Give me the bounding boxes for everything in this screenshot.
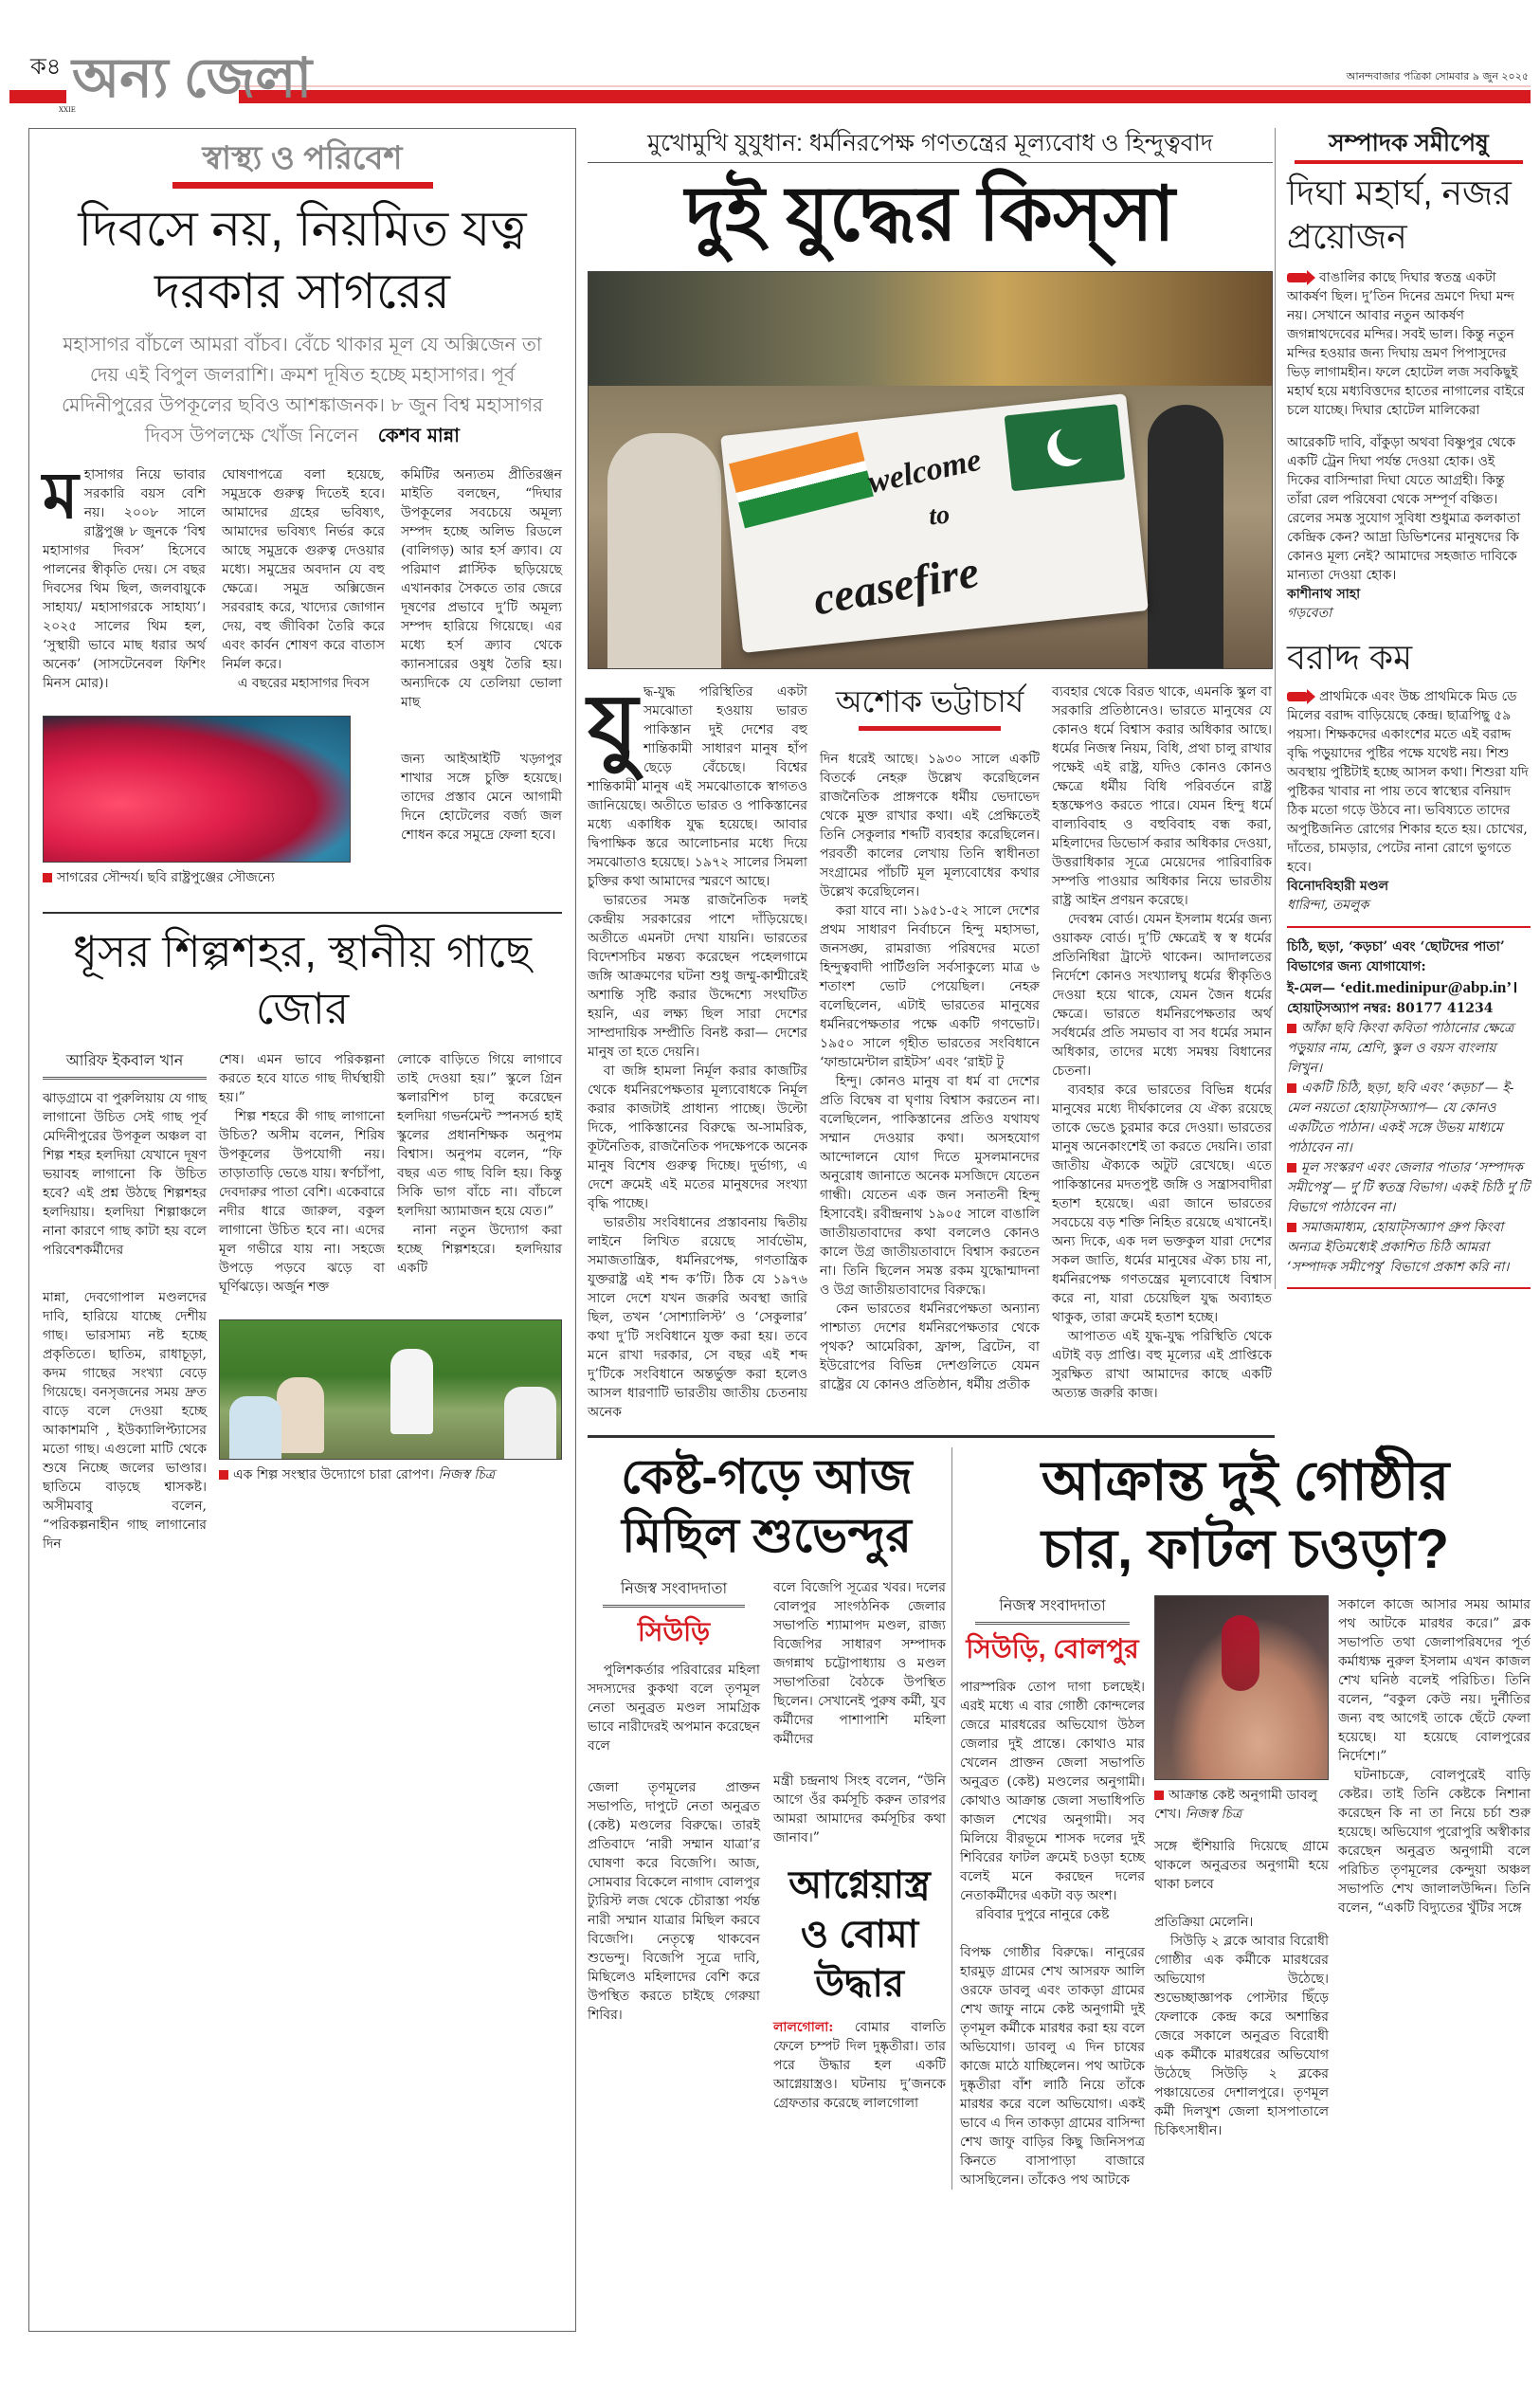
arrow-icon — [1287, 273, 1308, 282]
brief-dateline: লালগোলা: — [773, 2020, 834, 2035]
letter-title: বরাদ্দ কম — [1287, 638, 1413, 677]
paragraph: ব্যবহার থেকে বিরত থাকে, এমনকি স্কুল বা সরকারি প্রতিষ্ঠানেও। ভারতে মানুষের যে কোনও ধর্মে বিশ্বাস করার অধিকার আছে। ধর্মের নিজস্ব নিয়ম, বিধি, প্রথা চালু রাখার পক্ষেই এই রাষ্ট্র, যদিও কোনও কোনও ক্ষেত্রে ধর্মীয় বিধি পরিবর্তনে রাষ্ট্র হস্তক্ষেপও করতে পারে। যেমন হিন্দু ধর্মে বাল্যবিবাহ ও বহুবিবাহ বন্ধ করা, মহিলাদের ডিভোর্স করার অধিকার দেওয়া, উত্তরাধিকার সূত্রে মেয়েদের পারিবারিক সম্পত্তি পাওয়ার অধিকার নিয়ে ভারতীয় রাষ্ট্র আইন প্রণয়ন করেছে। — [1052, 684, 1272, 908]
wars-body — [588, 674, 1273, 1422]
email-label: ই-মেল— — [1287, 981, 1335, 996]
paragraph: হাসাগর নিয়ে ভাবার সরকারি বয়স বেশি নয়। ২০০৮ সালে রাষ্ট্রপুঞ্জ ৮ জুনকে ‘বিশ্ব মহাসাগর দিবস’ হিসেবে পালনের স্বীকৃতি দেয়। সে বছর দিবসের থিম ছিল, জলবায়ুকে সাহায্য/ মহাসাগরকে সাহায্য’। ২০২৫ সালের থিম হল, ‘সুস্থায়ী ভাবে মাছ ধরার অর্থ অনেক’ (সাসটেনেবল ফিশিং মিনস মোর)। — [43, 467, 206, 691]
rule-text: একটি চিঠি, ছড়া, ছবি এবং ‘কড়চা’— ই-মেল নয়তো হোয়াট্‌সঅ্যাপ— যে কোনও একটিতে পাঠান। একই সঙ্গে উভয় মাধ্যমে পাঠাবেন না। — [1287, 1081, 1514, 1155]
paragraph: ভারতীয় সংবিধানের প্রস্তাবনায় দ্বিতীয় লাইনে লিখিত রয়েছে সার্বভৌম, সমাজতান্ত্রিক, ধর্মনিরপেক্ষ, গণতান্ত্রিক যুক্তরাষ্ট্র এই শব্দ ক’টি। ঠিক যে ১৯৭৬ সালে দেশে যখন জরুরি অবস্থা জারি ছিল, তখন ‘সোশ্যালিস্ট’ ও ‘সেকুলার’ কথা দু’টি সংবিধানে যুক্ত করা হয়। তবে মনে রাখা দরকার, সে বছর এই শব্দ দু’টিকে সংবিধানে অন্তর্ভুক্ত করা হলেও আসল ধারণাটি ভারতীয় জাতীয় চেতনায় অনেক — [588, 1215, 807, 1420]
column-3 — [1338, 1595, 1531, 1918]
paragraph: সঙ্গে হুঁশিয়ারি দিয়েছে গ্রামে থাকলে অনুব্রতর অনুগামী হয়ে থাকা চলবে — [1154, 1839, 1330, 1892]
byline: আরিফ ইকবাল খান — [43, 1050, 207, 1080]
kicker-underline — [1295, 160, 1523, 164]
headline-line-2: দরকার সাগরের — [154, 264, 451, 319]
ocean-body — [43, 458, 562, 887]
wars-article — [588, 128, 1275, 1422]
kicker-underline — [172, 182, 433, 189]
paragraph-text: বাঙালির কাছে দিঘার স্বতন্ত্র একটা আকর্ষণ ছিল। দু’তিন দিনের ভ্রমণে দিঘা মন্দ নয়। সেখানে আবার নতুন আকর্ষণ জগন্নাথদেবের মন্দির। সবই ভাল। কিন্তু নতুন মন্দির হওয়ার জন্য দিঘায় ভ্রমণ পিপাসুদের ভিড় লাগামহীন। ফলে হোটেল লজ সবকিছুই মহার্ঘ হয়ে মধ্যবিত্তদের হাতের নাগালের বাইরে চলে যাচ্ছে। দিঘার হোটেল মালিকেরা — [1287, 270, 1525, 418]
header-rule-left — [9, 90, 66, 103]
letter-place: গড়বেতা — [1287, 606, 1332, 621]
column-3 — [397, 1050, 562, 1278]
paragraph: রবিবার দুপুরে নানুরে কেষ্ট — [975, 1907, 1110, 1922]
paragraph: ব্যবহার করে ভারতের বিভিন্ন ধর্মের মানুষের মধ্যে দীর্ঘকালের যে ঐক্য রয়েছে তাকে ভেঙে চুরমার করে দেওয়া। ভারতের মানুষ অনেকাংশেই তা করতে দেয়নি। তারা জাতীয় ঐক্যকে অটুট রেখেছে। এতে পাকিস্তানের মদতপুষ্ট জঙ্গি ও সন্ত্রাসবাদীরা হতাশ হয়েছে। এরা জানে ভারতের সবচেয়ে বড় শক্তি নিহিত রয়েছে এখানেই। অন্য দিকে, এক দল ভক্তকুল যারা দেশের সকল জাতি, ধর্মের মানুষের ঐক্য চায় না, ধর্মনিরপেক্ষ গণতন্ত্রের মূল্যবোধে বিশ্বাস করে না, যারা চেয়েছিল যুদ্ধ অব্যাহত থাকুক, তারা ক্রমেই হতাশ হচ্ছে। — [1052, 1082, 1272, 1325]
rule-item — [1287, 1079, 1531, 1158]
article-divider — [43, 912, 562, 914]
contact-whatsapp: হোয়াট্‌সঅ্যাপ নম্বর: 80177 41234 — [1287, 1001, 1494, 1016]
paragraph: বলে বিজেপি সূত্রের খবর। দলের বোলপুর সাংগঠনিক জেলার সভাপতি শ্যামাপদ মণ্ডল, রাজ্য বিজেপির সাধারণ সম্পাদক জগন্নাথ চট্টোপাধ্যায় ও মণ্ডল সভাপতিরা বৈঠকে উপস্থিত ছিলেন। সেখানেই পুরুষ কর্মী, যুব কর্মীদের পাশাপাশি মহিলা কর্মীদের — [773, 1580, 946, 1747]
paragraph: মান্না, দেবগোপাল মণ্ডলদের দাবি, হারিয়ে যাচ্ছে দেশীয় গাছ। ভারসাম্য নষ্ট হচ্ছে প্রকৃতিতে। ছাতিম, রাধাচূড়া, কদম গাছের সংখ্যা বেড়ে গিয়েছে। বনসৃজনের সময় দ্রুত বাড়ে বলে দেওয়া হচ্ছে আকাশমণি , ইউক্যালিপ্ট্যাসের মতো গাছ। এগুলো মাটি থেকে শুষে নিচ্ছে জলের ভাণ্ডার। ছাতিমে বাড়ছে শ্বাসকষ্ট। অসীমবাবু বলেন, “পরিকল্পনাহীন গাছ লাগানোর দিন — [43, 1290, 207, 1552]
column-3-end — [401, 750, 562, 845]
headline-line-1: আক্রান্ত দুই গোষ্ঠীর — [1041, 1450, 1450, 1512]
author-underline — [859, 726, 1001, 731]
letter-signature: কাশীনাথ সাহা — [1287, 587, 1361, 602]
section-rule — [588, 1435, 1275, 1438]
drop-cap: ম — [43, 458, 79, 534]
letters-column — [1275, 128, 1531, 1289]
trees-article — [43, 923, 562, 1554]
letter-body — [1287, 268, 1531, 623]
page-header — [0, 0, 1540, 123]
paragraph: লোকে বাড়িতে গিয়ে লাগাবে তাই দেওয়া হয়।” স্কুলে গ্রিন স্কলারশিপ চালু করেছেন হলদিয়া গভর্নমেন্ট স্পনসর্ড হাই স্কুলের প্রধানশিক্ষক অনুপম বিশ্বাস। অনুপম বলেন, “ফি বছর এত গাছ বিলি হয়। কিন্তু সিকি ভাগ বাঁচে না। বাঁচলে হলদিয়া অ্যামাজন হয়ে যেত।” — [397, 1052, 562, 1219]
author: কেশব মান্না — [377, 424, 460, 446]
paragraph-text: প্রাথমিকে এবং উচ্চ প্রাথমিকে মিড ডে মিলের বরাদ্দ বাড়িয়েছে কেন্দ্র। ছাত্রপিছু ৫৯ পয়সা। শিক্ষকদের একাংশের মতে এই বরাদ্দ বৃদ্ধি পড়ুয়াদের পুষ্টির পক্ষে যথেষ্ট নয়। শিশু অবস্থায় পুষ্টিটাই হচ্ছে আসল কথা। শিশুরা যদি পুষ্টিকর খাবার না পায় তবে স্বাস্থ্যের বনিয়াদ ঠিক মতো গড়ে উঠবে না। ভবিষ্যতে তাদের অপুষ্টিজনিত রোগের শিকার হতে হয়। চোখের, দাঁতের, চামড়ার, পেটের নানা রোগে ভুগতে হবে। — [1287, 689, 1529, 875]
banner-text-to: to — [927, 500, 951, 532]
paragraph: সিউড়ি ২ ব্লকে আবার বিরোধী গোষ্ঠীর এক কর্মীকে মারধরের অভিযোগ উঠেছে। শুভেচ্ছাজ্ঞাপক পোস্টার ছিঁড়ে ফেলাকে কেন্দ্র করে অশান্তির জেরে সকালে অনুব্রত বিরোধী এক কর্মীকে মারধরের অভিযোগ উঠেছে সিউড়ি ২ ব্লকের পঞ্চায়েতের দেশালপুরে। তৃণমূল কর্মী দিলখুশ জেলা হাসপাতালে চিকিৎসাধীন। — [1154, 1934, 1330, 2138]
rule-text: আঁকা ছবি কিংবা কবিতা পাঠানোর ক্ষেত্রে পড়ুয়ার নাম, শ্রেণি, স্কুল ও বয়স বাংলায় লিখুন। — [1287, 1021, 1514, 1076]
paragraph: আপাতত এই যুদ্ধ-যুদ্ধ পরিস্থিতি থেকে এটাই বড় প্রাপ্তি। বহু মূল্যের এই প্রাপ্তিকে সুরক্ষিত রাখা আমাদের কাছে একটি অত্যন্ত জরুরি কাজ। — [1052, 1329, 1272, 1401]
byline: নিজস্ব সংবাদদাতা — [603, 1578, 745, 1608]
section-kicker: স্বাস্থ্য ও পরিবেশ — [202, 140, 403, 176]
paragraph: ঘটনাচক্রে, বোলপুরেই বাড়ি কেষ্টর। তাই তিনি কেষ্টকে নিশানা করেছেন কি না তা নিয়ে চর্চা শুরু হয়েছে। অভিযোগ পুরোপুরি অস্বীকার করেছেন অনুব্রত অনুগামী বলে পরিচিত তৃণমূলের কেন্দুয়া অঞ্চল সভাপতি শেখ জালালউদ্দিন। তিনি বলেন, “একটি বিদ্যুতের খুঁটির সঙ্গে — [1338, 1768, 1531, 1916]
headline: দুই যুদ্ধের কিস্‌সা — [685, 172, 1175, 256]
deck-text: মহাসাগর বাঁচলে আমরা বাঁচব। বেঁচে থাকার মূল যে অক্সিজেন তা দেয় এই বিপুল জলরাশি। ক্রমশ দূষিত হচ্ছে মহাসাগর। পূর্ব মেদিনীপুরের উপকূলের ছবিও আশঙ্কাজনক। ৮ জুন বিশ্ব মহাসাগর দিবস উপলক্ষে খোঁজ নিলেন — [61, 333, 544, 446]
paragraph: সকালে কাজে আসার সময় আমার পথ আটকে মারধর করে।” ব্লক সভাপতি তথা জেলাপরিষদের পূর্ত কর্মাধ্যক্ষ নুরুল ইসলাম এখন কাজল শেখ ঘনিষ্ঠ বলেই পরিচিত। তিনি বলেন, “বকুল কেউ নয়। দুর্নীতির জন্য বহু আগেই তাকে ছেঁটে ফেলা হয়েছে। যা হয়েছে বোলপুরের নির্দেশে।” — [1338, 1597, 1531, 1764]
author: অশোক ভট্টাচার্য — [835, 684, 1024, 718]
rally-article — [588, 1447, 951, 2113]
letters-kicker: সম্পাদক সমীপেষু — [1329, 130, 1489, 156]
indian-flag-paint — [729, 432, 874, 529]
rule-item — [1287, 1019, 1531, 1079]
rule-item — [1287, 1218, 1531, 1278]
banner-text-ceasefire: ceasefire — [809, 546, 983, 626]
paragraph: নানা নতুন উদ্যোগ করা হচ্ছে শিল্পশহরে। হলদিয়ার একটি — [397, 1223, 562, 1276]
page-number: ক৪ — [30, 54, 62, 80]
headline-line-2: চার, ফাটল চওড়া? — [1041, 1518, 1450, 1580]
planting-caption — [219, 1465, 562, 1484]
arrow-icon — [1287, 692, 1308, 701]
masthead-date: আনন্দবাজার পত্রিকা সোমবার ৯ জুন ২০২৫ — [1346, 70, 1529, 82]
letter-place: ধারিন্দা, তমলুক — [1287, 898, 1369, 913]
paragraph: আরেকটি দাবি, বাঁকুড়া অথবা বিষ্ণুপুর থেকে একটি ট্রেন দিঘা পর্যন্ত দেওয়া হোক। ওই দিকের বাসিন্দারা দিঘা যেতে আগ্রহী। কিন্তু তাঁরা রেল পরিষেবা থেকে সম্পূর্ণ বঞ্চিত। রেলের সমস্ত সুযোগ সুবিধা শুধুমাত্র কলকাতা কেন্দ্রিক কেন? আদ্রা ডিভিশনের মানুষদের কি কোনও মূল্য নেই? আমাদের সহজাত দাবিকে মান্যতা দেওয়া হোক। — [1287, 435, 1521, 583]
ceasefire-banner — [720, 393, 1149, 653]
caption-text: আক্রান্ত কেষ্ট অনুগামী ডাবলু শেখ। — [1154, 1788, 1318, 1822]
paragraph: পারস্পরিক তোপ দাগা চলছেই। এরই মধ্যে এ বার গোষ্ঠী কোন্দলের জেরে মারধরের অভিযোগ উঠল জেলার দুই প্রান্তে। কোথাও মার খেলেন প্রাক্তন জেলা সভাপতি অনুব্রত (কেষ্ট) মণ্ডলের অনুগামী। কোথাও আক্রান্ত জেলা সভাধিপতি কাজল শেখের অনুগামী। সব মিলিয়ে বীরভূমে শাসক দলের দুই শিবিরের ফাটল ক্রমেই চওড়া হচ্ছে বলেই মনে করছেন দলের নেতাকর্মীদের একটা বড় অংশ। — [960, 1680, 1146, 1903]
header-rule-right — [239, 90, 1531, 103]
rule-text: মূল সংস্করণ এবং জেলার পাতার ‘সম্পাদক সমীপেষু’— দু’টি স্বতন্ত্র বিভাগ। একই চিঠি দু’টি বিভাগে পাঠাবেন না। — [1287, 1160, 1530, 1215]
coral-photo — [43, 716, 351, 863]
rule-item — [1287, 1158, 1531, 1218]
pakistan-flag-paint — [1005, 404, 1126, 491]
column-2 — [773, 1578, 946, 2113]
letter-body — [1287, 687, 1531, 915]
headline: ধূসর শিল্পশহর, স্থানীয় গাছে জোর — [73, 927, 532, 1033]
rule-text: সমাজমাধ্যম, হোয়াট্‌সঅ্যাপ গ্রুপ কিংবা অন্যত্র ইতিমধ্যেই প্রকাশিত চিঠি আমরা ‘সম্পাদক সমীপেষু’ বিভাগে প্রকাশ করি না। — [1287, 1220, 1510, 1275]
paragraph: মন্ত্রী চন্দ্রনাথ সিংহ বলেন, “উনি আগে ওঁর কর্মসূচি করুন তারপর আমরা আমাদের কর্মসূচির কথা জানাব।” — [773, 1773, 946, 1846]
dateline-place: সিউড়ি — [637, 1617, 711, 1646]
contact-intro: চিঠি, ছড়া, ‘কড়চা’ এবং ‘ছোটদের পাতা’ বিভাগের জন্য যোগাযোগ: — [1287, 939, 1505, 974]
brief-paragraph — [773, 2018, 946, 2113]
column-1 — [43, 1050, 207, 1260]
paragraph: শেষ। এমন ভাবে পরিকল্পনা করতে হবে যাতে গাছ দীর্ঘস্থায়ী হয়।” — [219, 1052, 385, 1105]
column-1 — [588, 1578, 760, 2025]
photo-credit: নিজস্ব চিত্র — [438, 1467, 496, 1482]
brief-headline: আগ্নেয়াস্ত্র ও বোমা উদ্ধার — [788, 1864, 931, 2005]
column-1 — [960, 1595, 1145, 2190]
bottom-row — [588, 1447, 1531, 2190]
paragraph: কমিটির অন্যতম প্রীতিরঞ্জন মাইতি বলছেন, “দিঘার উপকূলের সবচেয়ে অমূল্য সম্পদ হচ্ছে অলিভ রিডলে (বালিগড়) আর হর্স ক্র্যাব। যে পরিমাণ প্লাস্টিক ছড়িয়েছে এখানকার সৈকতে তার জেরে দূষণের প্রভাবে দু’টি অমূল্য সম্পদ হারিয়ে গিয়েছে। এর মধ্যে হর্স ক্র্যাব থেকে ক্যানসারের ওষুধ তৈরি হয়। অন্যদিকে যে তেলিয়া ভোলা মাছ — [401, 467, 562, 710]
top-row — [588, 128, 1531, 1422]
deck — [43, 329, 562, 450]
paragraph: প্রতিক্রিয়া মেলেনি। — [1154, 1915, 1254, 1930]
drop-cap: যু — [588, 674, 638, 776]
main-area — [588, 128, 1531, 2190]
column-3 — [401, 465, 562, 712]
kicker: মুখোমুখি যুযুধান: ধর্মনিরপেক্ষ গণতন্ত্রের মূল্যবোধ ও হিন্দুত্ববাদ — [588, 128, 1273, 163]
column-2 — [1154, 1595, 1329, 2140]
paragraph: দেবস্বম বোর্ড। যেমন ইসলাম ধর্মের জন্য ওয়াকফ বোর্ড। দু’টি ক্ষেত্রেই স্ব স্ব ধর্মের প্রতিনিধিরা ট্রাস্টে থাকেন। আদালতের নির্দেশে কোনও সংখ্যালঘু ধর্মের স্বীকৃতিও দেওয়া হয়ে থাকে, যেমন জৈন ধর্মের ক্ষেত্রে। ভারতে ধর্মনিরপেক্ষতার অর্থ সর্বধর্মের প্রতি সমভাব বা সব ধর্মের সমান অধিকার, তাদের মধ্যে সমন্বয় বিধানের চেতনা। — [1052, 912, 1272, 1079]
left-feature-box — [28, 128, 576, 2332]
paragraph: দিন ধরেই আছে। ১৯৩০ সালে একটি বিতর্কে নেহরু উল্লেখ করেছিলেন রাজনৈতিক প্রাঙ্গণকে ধর্মীয় ভেদাভেদ থেকে মুক্ত রাখার কথা। এই প্রেক্ষিতেই তিনি সেকুলার শব্দটি ব্যবহার করেছিলেন। পরবর্তী কালের লেখায় তিনি স্বাধীনতা সংগ্রামের পাঁচটি মূল মূল্যবোধের কথার উল্লেখ করেছিলেন। — [820, 752, 1040, 900]
ocean-article — [43, 138, 562, 887]
paragraph: জন্য আইআইটি খড়্গপুর শাখার সঙ্গে চুক্তি হয়েছে। তাদের প্রস্তাব মেনে আগামী দিনে হোটেলের বর্জ্য জল শোধন করে সমুদ্রে ফেলা হবে। — [401, 752, 562, 843]
paragraph: এ বছরের মহাসাগর দিবস — [237, 676, 370, 691]
banner-text-welcome: welcome — [864, 442, 985, 500]
caption-text: এক শিল্প সংস্থার উদ্যোগে চারা রোপণ। — [233, 1467, 434, 1482]
clash-article — [951, 1447, 1531, 2190]
ceasefire-photo — [588, 271, 1273, 669]
contact-box — [1287, 937, 1531, 1278]
column-2 — [219, 1050, 385, 1297]
column-3 — [1052, 682, 1272, 1403]
paragraph: কেন ভারতের ধর্মনিরপেক্ষতা অন্যান্য পাশ্চাত্য দেশের ধর্মনিরপেক্ষতার থেকে পৃথক? আমেরিকা, ফ্রান্স, ব্রিটেন, বা ইউরোপের বিভিন্ন দেশগুলিতে যেমন রাষ্ট্রের যে কোনও প্রতিষ্ঠান, ধর্মীয় প্রতীক — [820, 1301, 1040, 1392]
column-1 — [43, 458, 206, 693]
paragraph: ঘোষণাপত্রে বলা হয়েছে, সমুদ্রকে গুরুত্ব দিতেই হবে। আমাদের গ্রহের ভবিষ্যৎ, আমাদের ভবিষ্যৎ নির্ভর করে আছে সমুদ্রকে গুরুত্ব দেওয়ার মধ্যে। সমুদ্রের অবদান যে বহু ক্ষেত্রে। সমুদ্র অক্সিজেন সরবরাহ করে, খাদ্যের জোগান দেয়, বহু জীবিকা তৈরি করে এবং কার্বন শোষণ করে বাতাস নির্মল করে। — [222, 467, 385, 672]
byline: নিজস্ব সংবাদদাতা — [975, 1595, 1130, 1625]
paragraph: দ্ধ-যুদ্ধ পরিস্থিতির একটা সমঝোতা হওয়ায় ভারত পাকিস্তান দুই দেশের বহু শান্তিকামী সাধারণ মানুষ হাঁপ ছেড়ে বেঁচেছে। বিশ্বের শান্তিকামী মানুষ এই সমঝোতাকে স্বাগতও জানিয়েছে। অতীতে ভারত ও পাকিস্তানের মধ্যে একাধিক যুদ্ধ হয়েছে। আবার দ্বিপাক্ষিক স্তরে আলোচনার মধ্যে দিয়ে সমঝোতাও হয়েছে। ১৯৭২ সালের সিমলা চুক্তির কথা আমাদের স্মরণে আছে। — [588, 684, 807, 889]
coral-caption — [43, 868, 385, 887]
letter-title: দিঘা মহার্ঘ, নজর প্রয়োজন — [1287, 173, 1512, 256]
paragraph: করা যাবে না। ১৯৫১-৫২ সালে দেশের প্রথম সাধারণ নির্বাচনে হিন্দু মহাসভা, জনসঙ্ঘ, রামরাজ্য পরিষদের মতো হিন্দুত্ববাদী পার্টিগুলি সর্বসাকুল্যে মাত্র ৬ শতাংশ ভোট পেয়েছিল। নেহরু বলেছিলেন, এটাই ভারতের মানুষের ধর্মনিরপেক্ষতার পক্ষে একটি গণভোট। ১৯৫০ সালে গৃহীত ভারতের সংবিধানে ‘ফান্ডামেন্টাল রাইটস’ এবং ‘রাইট টু — [820, 903, 1040, 1070]
paragraph — [1287, 268, 1531, 420]
brief-text: বোমার বালতি ফেলে চম্পট দিল দুষ্কৃতীরা। তার পরে উদ্ধার হল একটি আগ্নেয়াস্ত্রও। ঘটনায় দু’জনকে গ্রেফতার করেছে লালগোলা — [773, 2020, 946, 2111]
paragraph: ঝাড়গ্রামে বা পুরুলিয়ায় যে গাছ লাগানো উচিত সেই গাছ পূর্ব মেদিনীপুরের উপকূল অঞ্চল বা শিল্প শহর হলদিয়া যেখানে দূষণ ভয়াবহ লাগানো কি উচিত হবে? এই প্রশ্ন উঠছে শিল্পশহর হলদিয়ায়। হলদিয়া শিল্পাঞ্চলে নানা কারণে গাছ কাটা হয় বলে পরিবেশকর্মীদের — [43, 1091, 207, 1258]
paragraph: হিন্দু। কোনও মানুষ বা ধর্ম বা দেশের প্রতি বিদ্বেষ বা ঘৃণায় বিশ্বাস করতেন না। বলেছিলেন, পাকিস্তানের প্রতিও যথাযথ সম্মান দেওয়ার কথা। অসহযোগ আন্দোলনে যোগ দিতে মুসলমানদের অনুরোধ জানাতে অনেক মসজিদে যেতেন গান্ধী। যেতেন এক জন সনাতনী হিন্দু হিসাবেই। রবীন্দ্রনাথ ১৯০৫ সালে বাঙালি জাতীয়তাবাদের কথা বললেও কোনও কালে উগ্র জাতীয়তাবাদে বিশ্বাস করতেন না। তিনি ছিলেন সমস্ত রকম যুদ্ধোন্মাদনা ও উগ্র জাতীয়তাবাদের বিরুদ্ধে। — [820, 1074, 1040, 1298]
paragraph: শিল্প শহরে কী গাছ লাগানো উচিত? অসীম বলেন, শিরিষ উপকূলের উপযোগী নয়। তাড়াতাড়ি ভেঙে যায়। স্বর্ণচাঁপা, দেবদারুর পাতা বেশি। একেবারে নদীর ধারে জারুল, বকুল লাগানো উচিত হবে না। এদের মূল গভীরে যায় না। সহজে উপড়ে পড়বে ঝড়ে বা ঘূর্ণিঝড়ে। অর্জুন শক্ত — [219, 1109, 385, 1295]
column-2 — [222, 465, 385, 693]
column-2 — [820, 682, 1040, 1394]
paragraph — [1287, 687, 1531, 877]
paragraph: জেলা তৃণমূলের প্রাক্তন সভাপতি, দাপুটে নেতা অনুব্রত (কেষ্ট) মণ্ডলের বিরুদ্ধে। তারই প্রতিবাদে ‘নারী সম্মান যাত্রা’র ঘোষণা করে বিজেপি। আজ, সোমবার বিকেলে নাগাদ বোলপুর ট্যুরিস্ট লজ থেকে চৌরাস্তা পর্যন্ত নারী সম্মান যাত্রার মিছিল করবে বিজেপি। নেতৃত্বে থাকবেন শুভেন্দু। বিজেপি সূত্রে দাবি, মিছিলেও মহিলাদের বেশি করে উপস্থিত করতে চাইছে গেরুয়া শিবির। — [588, 1780, 760, 2023]
letter-signature: বিনোদবিহারী মণ্ডল — [1287, 879, 1389, 894]
column-1 — [588, 674, 807, 1422]
paragraph: বিপক্ষ গোষ্ঠীর বিরুদ্ধে। নানুরের হারমুড় গ্রামের শেখ আসরফ আলি ওরফে ডাবলু এবং তাকড়া গ্রামের শেখ জাফু নামে কেষ্ট অনুগামী দুই তৃণমূল কর্মীকে মারধর করা হয় বলে অভিযোগ। ডাবলু এ দিন চাষের কাজে মাঠে যাচ্ছিলেন। পথ আটকে দুষ্কৃতীরা বাঁশ লাঠি নিয়ে তাঁকে মারধর করে বলে অভিযোগ। একই ভাবে এ দিন তাকড়া গ্রামের বাসিন্দা শেখ জাফু বাড়ির কিছু জিনিসপত্র কিনতে বাসাপাড়া বাজারে আসছিলেন। তাঁকেও পথ আটকে — [960, 1945, 1146, 2188]
edition-code: XXIE — [59, 106, 76, 114]
headline-line-1: দিবসে নয়, নিয়মিত যত্ন — [78, 202, 527, 257]
injured-caption — [1154, 1786, 1329, 1824]
injured-worker-photo — [1154, 1595, 1329, 1780]
column-1-end — [43, 1288, 207, 1554]
contact-email — [1287, 977, 1531, 999]
caption-text: সাগরের সৌন্দর্য। ছবি রাষ্ট্রপুঞ্জের সৌজন্যে — [57, 870, 275, 885]
email-address[interactable]: ‘edit.medinipur@abp.in’। — [1339, 978, 1518, 996]
paragraph: বা জঙ্গি হামলা নির্মূল করার কাজটির থেকে ধর্মনিরপেক্ষতার মূল্যবোধকে নির্মূল করার কাজটাই প্রাধান্য পাচ্ছে। উল্টো দিকে, পাকিস্তানের বিরুদ্ধে অ-সামরিক, কূটনৈতিক, রাজনৈতিক পদক্ষেপকে অনেক মানুষ বিশেষ গুরুত্ব দিচ্ছে। দুর্ভাগ্য, এ দেশে ক্রমেই এই মতের মানুষদের সংখ্যা বৃদ্ধি পাচ্ছে। — [588, 1064, 807, 1211]
paragraph: ভারতের সমস্ত রাজনৈতিক দলই কেন্দ্রীয় সরকারের পাশে দাঁড়িয়েছে। অতীতে এমনটা দেখা যায়নি। ভারতের বিদেশসচিব মন্তব্য করেছেন পহেলগামে জঙ্গি আক্রমণের ঘটনা শুধু জম্মু-কাশ্মীরেই অশান্তি সৃষ্টি করার উদ্দেশ্যে সংঘটিত হয়নি, এর লক্ষ্য ছিল সারা দেশের সাম্প্রদায়িক সম্প্রীতি বিনষ্ট করা— দেশের মানুষ তা হতে দেয়নি। — [588, 893, 807, 1060]
photo-credit: নিজস্ব চিত্র — [1185, 1807, 1242, 1822]
paragraph: পুলিশকর্তার পরিবারের মহিলা সদস্যদের কুকথা বলে তৃণমূল নেতা অনুব্রত মণ্ডল সামগ্রিক ভাবে নারীদেরই অপমান করেছেন বলে — [588, 1663, 760, 1754]
dateline-place: সিউড়ি, বোলপুর — [966, 1634, 1139, 1664]
headline: কেষ্ট-গড়ে আজ মিছিল শুভেন্দুর — [621, 1450, 913, 1562]
section-title: অন্য জেলা — [72, 47, 313, 109]
planting-photo — [219, 1319, 562, 1460]
